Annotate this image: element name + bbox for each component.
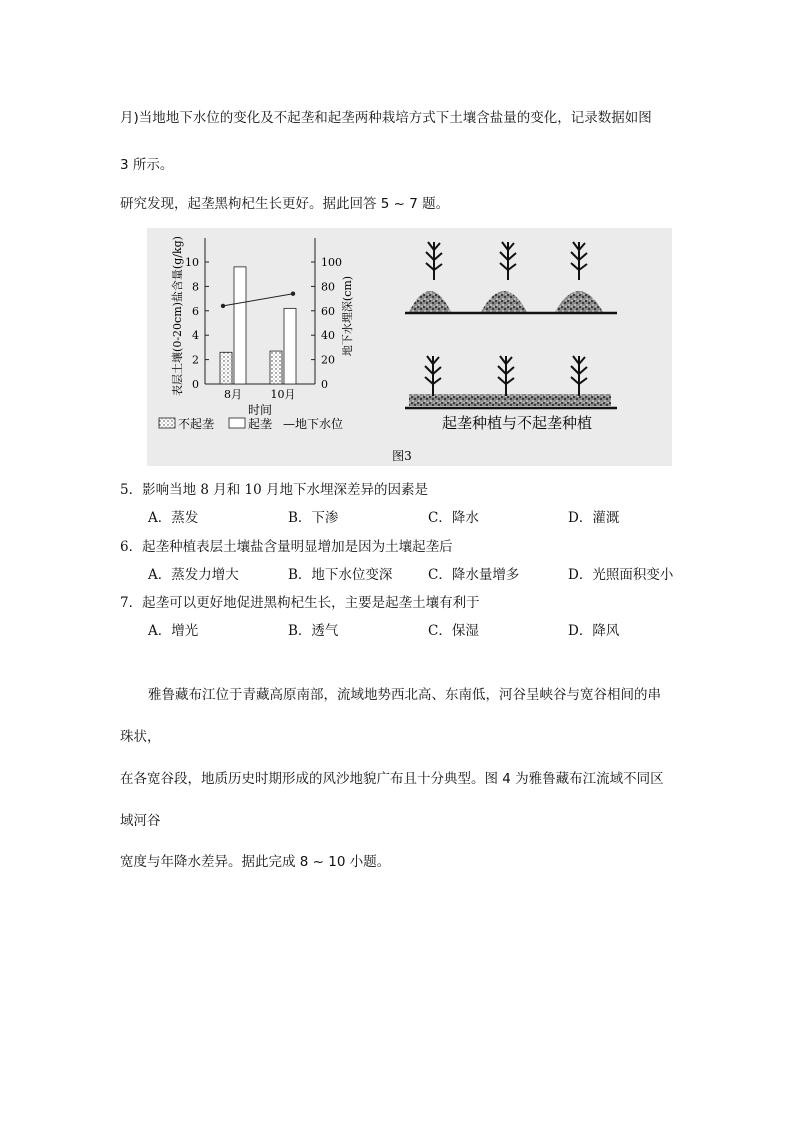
flat-soil <box>409 394 611 406</box>
bars <box>220 267 296 384</box>
x-category-label: 8月 <box>224 388 242 401</box>
question-7-stem: 7．起垄可以更好地促进黑枸杞生长，主要是起垄土壤有利于 <box>120 595 480 611</box>
left-tick-label: 4 <box>192 329 199 343</box>
groundwater-point <box>291 292 295 296</box>
figure-3-svg <box>147 228 672 466</box>
right-tick-label: 60 <box>321 304 335 318</box>
bar-ridge <box>234 267 246 384</box>
ridge-mound-3 <box>555 291 603 312</box>
q6-option-d[interactable]: D．光照面积变小 <box>568 567 674 583</box>
q7-option-b[interactable]: B．透气 <box>288 623 339 639</box>
seedling-icon-ridge-1 <box>426 242 442 280</box>
q5-option-c[interactable]: C．降水 <box>428 510 479 526</box>
ridge-mound-2 <box>481 291 527 312</box>
ridge-planting <box>405 242 617 313</box>
seedling-icon-ridge-3 <box>571 242 587 280</box>
figure-3 <box>147 228 672 466</box>
right-tick-label: 20 <box>321 353 335 367</box>
question-6-stem: 6．起垄种植表层土壤盐含量明显增加是因为土壤起垄后 <box>120 539 453 555</box>
chart-legend <box>159 416 343 431</box>
passage-line-2: 珠状， <box>120 729 161 745</box>
seedling-icon-flat-3 <box>571 356 587 396</box>
flat-planting <box>405 356 617 408</box>
left-tick-label: 2 <box>192 353 199 367</box>
q6-option-c[interactable]: C．降水量增多 <box>428 567 520 583</box>
intro-line-2: 3 所示。 <box>120 157 174 173</box>
passage-line-5: 宽度与年降水差异。据此完成 8 ~ 10 小题。 <box>120 854 391 870</box>
legend-ridge: 起垄 <box>248 417 273 431</box>
q7-option-a[interactable]: A．增光 <box>148 623 199 639</box>
x-category-label: 10月 <box>270 388 296 401</box>
q6-option-b[interactable]: B．地下水位变深 <box>288 567 393 583</box>
bar-no-ridge <box>220 352 232 384</box>
bar-no-ridge <box>270 351 282 384</box>
seedling-icon-flat-2 <box>498 356 514 396</box>
intro-line-3: 研究发现，起垄黑枸杞生长更好。据此回答 5 ~ 7 题。 <box>120 196 450 212</box>
figure-caption: 图3 <box>392 449 412 463</box>
q5-option-a[interactable]: A．蒸发 <box>148 510 199 526</box>
left-axis-title: 表层土壤(0-20cm)盐含量(g/kg) <box>171 236 184 396</box>
bar-ridge <box>284 308 296 384</box>
q5-option-b[interactable]: B．下渗 <box>288 510 339 526</box>
x-axis-title: 时间 <box>247 403 273 417</box>
seedling-icon-ridge-2 <box>500 242 516 280</box>
question-5-stem: 5．影响当地 8 月和 10 月地下水埋深差异的因素是 <box>120 482 429 498</box>
right-tick-label: 100 <box>321 256 342 269</box>
ridge-mound-1 <box>409 291 451 312</box>
salinity-chart <box>159 236 354 431</box>
passage-line-4: 域河谷 <box>120 813 161 829</box>
legend-no-ridge: 不起垄 <box>178 417 215 431</box>
illustration-label: 起垄种植与不起垄种植 <box>441 414 593 432</box>
legend-groundwater: —地下水位 <box>283 417 344 431</box>
right-tick-label: 0 <box>321 378 328 391</box>
q7-option-d[interactable]: D．降风 <box>568 623 620 639</box>
legend-swatch-no-ridge <box>159 418 175 428</box>
planting-illustration <box>405 242 617 432</box>
q7-option-c[interactable]: C．保湿 <box>428 623 479 639</box>
right-axis-title: 地下水埋深(cm) <box>341 275 354 357</box>
groundwater-point <box>221 304 225 308</box>
right-tick-label: 40 <box>321 329 335 343</box>
left-tick-label: 8 <box>192 280 199 294</box>
groundwater-segment <box>223 294 293 306</box>
x-category-labels <box>224 388 296 401</box>
left-tick-label: 10 <box>185 256 199 269</box>
left-tick-label: 0 <box>192 378 199 391</box>
q6-option-a[interactable]: A．蒸发力增大 <box>148 567 239 583</box>
q5-option-d[interactable]: D．灌溉 <box>568 510 620 526</box>
intro-line-1: 月)当地地下水位的变化及不起垄和起垄两种栽培方式下土壤含盐量的变化，记录数据如图 <box>120 110 652 126</box>
passage-line-3: 在各宽谷段，地质历史时期形成的风沙地貌广布且十分典型。图 4 为雅鲁藏布江流域不同区 <box>120 771 664 787</box>
passage-line-1: 雅鲁藏布江位于青藏高原南部，流域地势西北高、东南低，河谷呈峡谷与宽谷相间的串 <box>148 687 661 703</box>
right-axis-ticks <box>311 256 342 391</box>
right-tick-label: 80 <box>321 280 335 294</box>
legend-swatch-ridge <box>229 418 245 428</box>
groundwater-line <box>221 292 295 309</box>
seedling-icon-flat-1 <box>425 356 441 396</box>
left-tick-label: 6 <box>192 304 199 318</box>
